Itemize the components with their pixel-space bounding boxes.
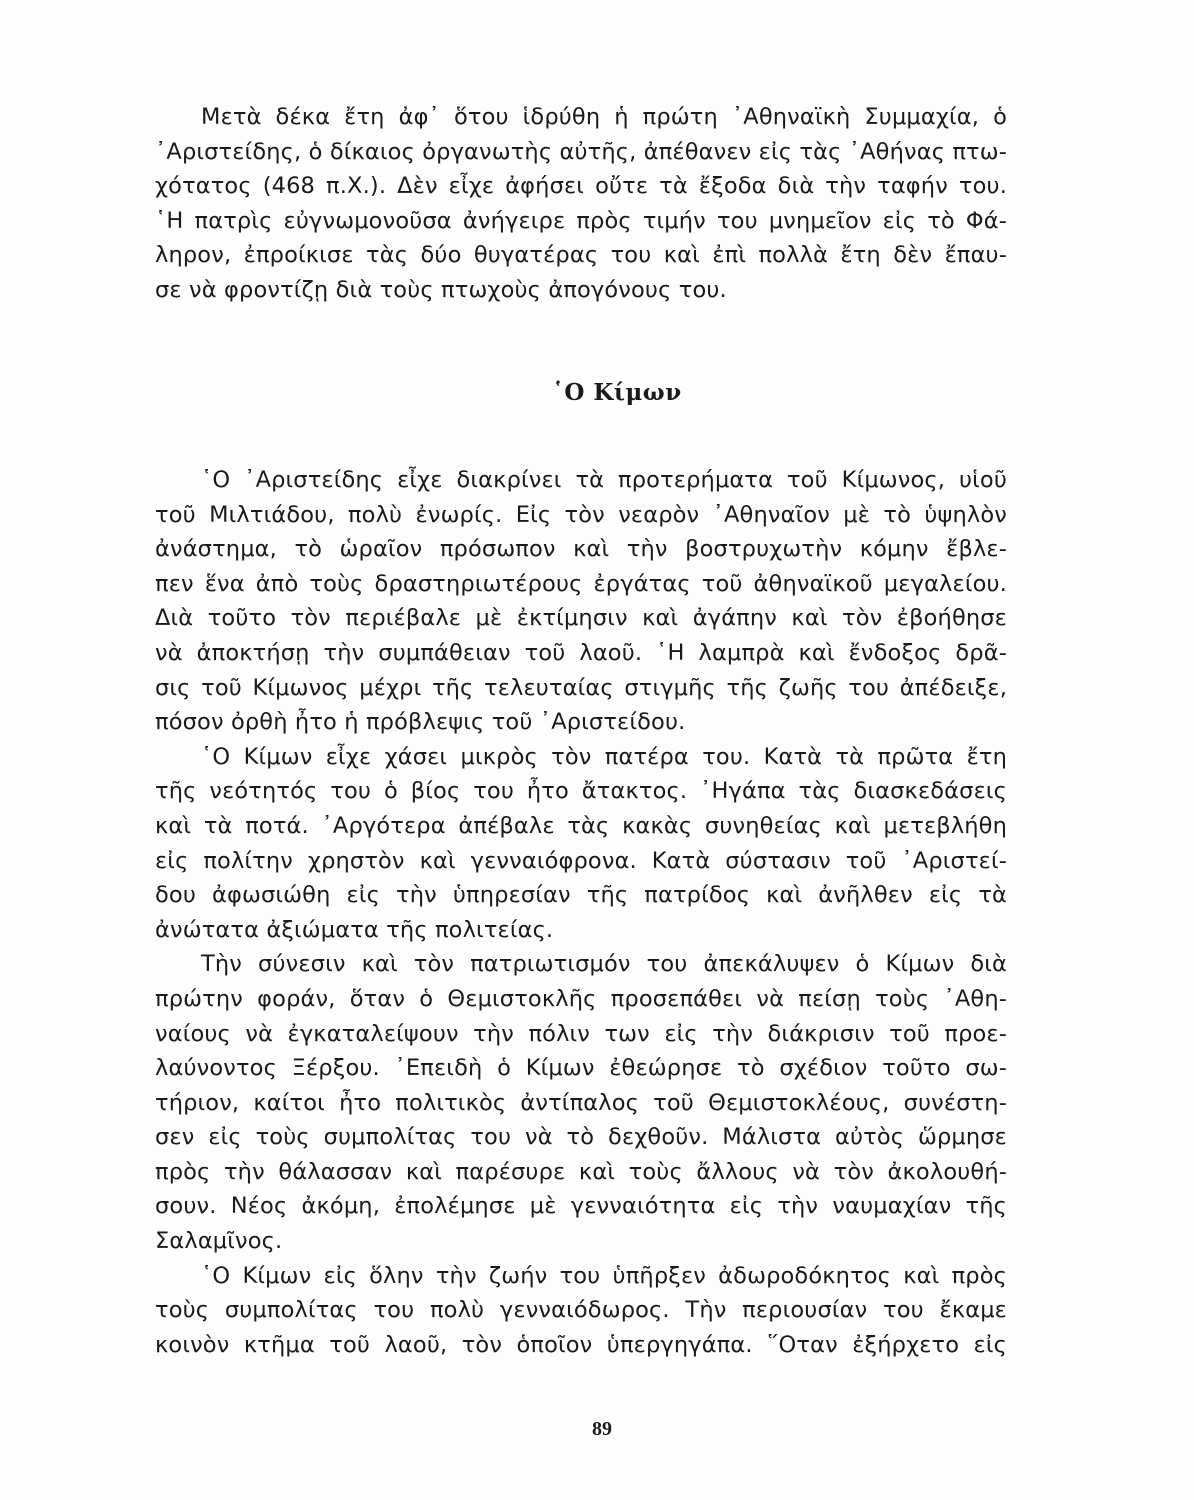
text-line: καὶ τὰ ποτά. ᾽Αργότερα ἀπέβαλε τὰς κακὰς συνηθείας καὶ μετεβλήθη (155, 812, 1007, 839)
text-line: δου ἀφωσιώθη εἰς τὴν ὑπηρεσίαν τῆς πατρίδος καὶ ἀνῆλθεν εἰς τὰ (155, 882, 1007, 909)
text-line: τήριον, καίτοι ἦτο πολιτικὸς ἀντίπαλος τοῦ Θεμιστοκλέους, συνέστη- (155, 1089, 1007, 1116)
body-text (155, 463, 1007, 1362)
text-line: πρὸς τὴν θάλασσαν καὶ παρέσυρε καὶ τοὺς ἄλλους νὰ τὸν ἀκολουθή- (155, 1158, 1007, 1185)
text-line: λαύνοντος Ξέρξου. ᾽Επειδὴ ὁ Κίμων ἐθεώρησε τὸ σχέδιον τοῦτο σω- (155, 1055, 1007, 1082)
text-line: ἀνώτατα ἀξιώματα τῆς πολιτείας. (155, 916, 554, 943)
page-number: 89 (592, 1418, 612, 1440)
text-line: σε νὰ φροντίζῃ διὰ τοὺς πτωχοὺς ἀπογόνους του. (155, 276, 727, 303)
text-line: Σαλαμῖνος. (155, 1228, 283, 1255)
text-line: τοῦ Μιλτιάδου, πολὺ ἐνωρίς. Εἰς τὸν νεαρὸν ᾽Αθηναῖον μὲ τὸ ὑψηλὸν (155, 501, 1007, 528)
text-line: χότατος (468 π.Χ.). Δὲν εἶχε ἀφήσει οὔτε τὰ ἔξοδα διὰ τὴν ταφήν του. (155, 173, 1007, 200)
text-line: τοὺς συμπολίτας του πολὺ γενναιόδωρος. Τὴν περιουσίαν του ἔκαμε (155, 1297, 1007, 1324)
text-line: νὰ ἀποκτήσῃ τὴν συμπάθειαν τοῦ λαοῦ. ῾Η λαμπρὰ καὶ ἔνδοξος δρᾶ- (155, 639, 1007, 666)
text-line: ληρον, ἐπροίκισε τὰς δύο θυγατέρας του καὶ ἐπὶ πολλὰ ἔτη δὲν ἔπαυ- (155, 242, 1007, 269)
text-line: Μετὰ δέκα ἔτη ἀφ᾽ ὅτου ἱδρύθη ἡ πρώτη ᾽Αθηναϊκὴ Συμμαχία, ὁ (201, 104, 1007, 130)
text-line: τῆς νεότητός του ὁ βίος του ἦτο ἄτακτος. ᾽Ηγάπα τὰς διασκεδάσεις (155, 778, 1007, 805)
text-line: κοινὸν κτῆμα τοῦ λαοῦ, τὸν ὁποῖον ὑπεργηγάπα. ῞Οταν ἐξήρχετο εἰς (155, 1331, 1007, 1358)
text-line: σεν εἰς τοὺς συμπολίτας του νὰ τὸ δεχθοῦν. Μάλιστα αὐτὸς ὥρμησε (155, 1124, 1007, 1151)
text-line: εἰς πολίτην χρηστὸν καὶ γενναιόφρονα. Κατὰ σύστασιν τοῦ ᾽Αριστεί- (155, 847, 1007, 874)
text-line: Διὰ τοῦτο τὸν περιέβαλε μὲ ἐκτίμησιν καὶ ἀγάπην καὶ τὸν ἐβοήθησε (155, 605, 1007, 632)
text-line: ῾Ο Κίμων εἰς ὅλην τὴν ζωήν του ὑπῆρξεν ἀδωροδόκητος καὶ πρὸς (201, 1262, 1007, 1289)
text-line: πεν ἕνα ἀπὸ τοὺς δραστηριωτέρους ἐργάτας τοῦ ἀθηναϊκοῦ μεγαλείου. (155, 570, 1007, 597)
text-line: ῾Ο Κίμων εἶχε χάσει μικρὸς τὸν πατέρα του. Κατὰ τὰ πρῶτα ἔτη (201, 743, 1007, 770)
text-line: ᾽Αριστείδης, ὁ δίκαιος ὀργανωτὴς αὐτῆς, ἀπέθανεν εἰς τὰς ᾽Αθήνας πτω- (155, 138, 1008, 165)
text-line: σουν. Νέος ἀκόμη, ἐπολέμησε μὲ γενναιότητα εἰς τὴν ναυμαχίαν τῆς (155, 1193, 1007, 1220)
text-line: πρώτην φοράν, ὅταν ὁ Θεμιστοκλῆς προσεπάθει νὰ πείσῃ τοὺς ᾽Αθη- (155, 985, 1007, 1012)
intro-paragraph (155, 100, 1007, 308)
text-line: πόσον ὀρθὴ ἦτο ἡ πρόβλεψις τοῦ ᾽Αριστείδου. (155, 709, 686, 736)
text-line: ἀνάστημα, τὸ ὡραῖον πρόσωπον καὶ τὴν βοστρυχωτὴν κόμην ἔβλε- (155, 536, 1007, 563)
text-line: ῾Η πατρὶς εὐγνωμονοῦσα ἀνήγειρε πρὸς τιμήν του μνημεῖον εἰς τὸ Φά- (155, 207, 1007, 234)
text-line: Τὴν σύνεσιν καὶ τὸν πατριωτισμόν του ἀπεκάλυψεν ὁ Κίμων διὰ (201, 951, 1007, 978)
text-line: ῾Ο ᾽Αριστείδης εἶχε διακρίνει τὰ προτερήματα τοῦ Κίμωνος, υἱοῦ (201, 467, 1007, 493)
text-line: ναίους νὰ ἐγκαταλείψουν τὴν πόλιν των εἰς τὴν διάκρισιν τοῦ προε- (155, 1020, 1007, 1047)
section-heading: ῾Ο Κίμων (552, 379, 682, 406)
text-line: σις τοῦ Κίμωνος μέχρι τῆς τελευταίας στιγμῆς τῆς ζωῆς του ἀπέδειξε, (155, 674, 1007, 701)
